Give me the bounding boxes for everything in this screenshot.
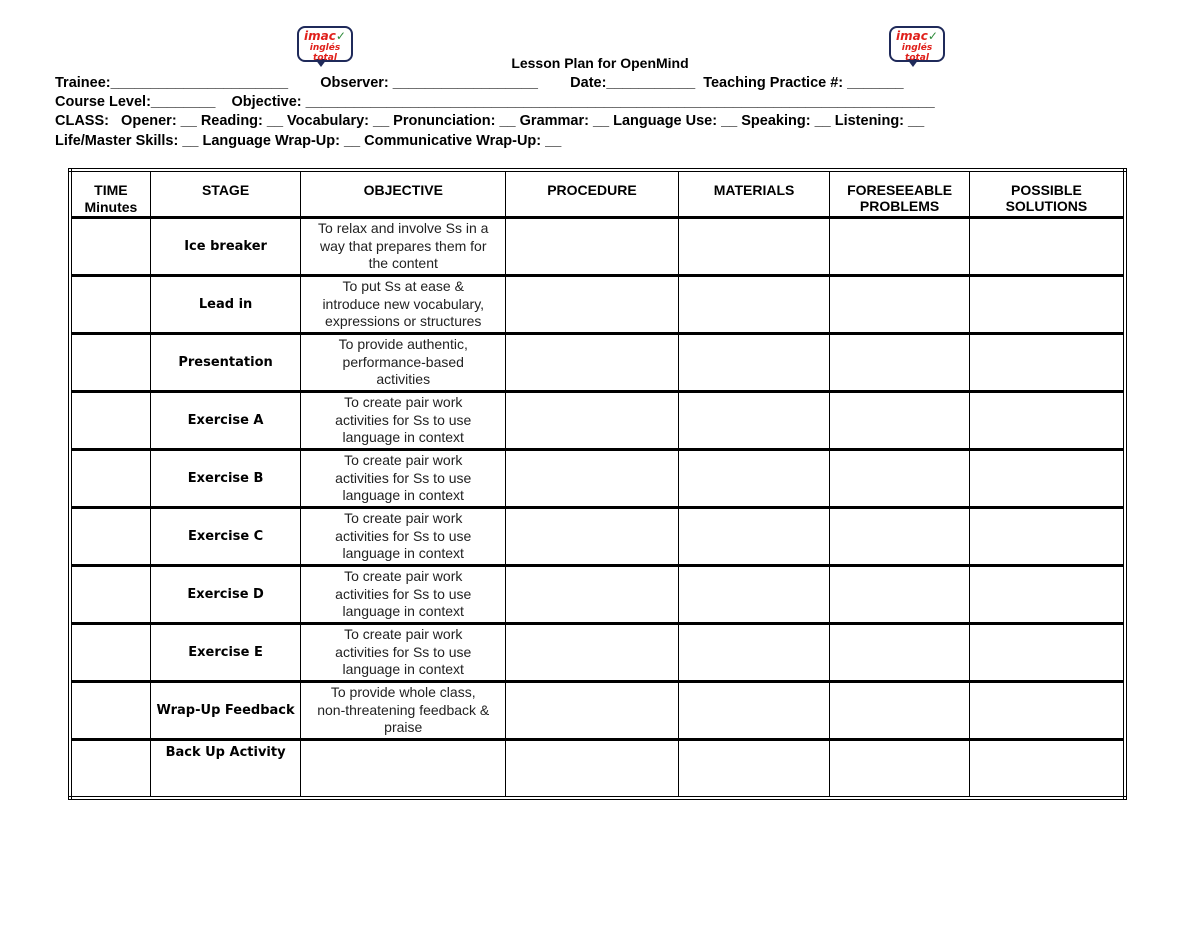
objective-line: To provide whole class, [330,684,476,701]
solutions-cell[interactable] [969,392,1125,450]
objective-line: To create pair work [344,452,463,469]
problems-cell[interactable] [830,740,970,798]
stage-cell[interactable]: Exercise B [150,450,301,508]
table-row [70,508,1125,566]
imac-logo-right: imac✓ inglés total [889,26,949,68]
stage-cell[interactable]: Wrap-Up Feedback [150,682,301,740]
column-header: OBJECTIVE [301,170,506,218]
solutions-cell[interactable] [969,334,1125,392]
solutions-cell[interactable] [969,624,1125,682]
problems-cell[interactable] [830,682,970,740]
objective-line: praise [384,719,423,736]
objective-cell[interactable] [301,276,506,334]
stage-cell[interactable]: Presentation [150,334,301,392]
objective-line: activities for Ss to use [335,585,472,602]
objective-line: To create pair work [344,568,463,585]
solutions-cell[interactable] [969,508,1125,566]
objective-line: activities for Ss to use [335,643,472,660]
column-header: STAGE [150,170,301,218]
solutions-cell[interactable] [969,218,1125,276]
table-row [70,450,1125,508]
solutions-cell[interactable] [969,450,1125,508]
objective-line: language in context [342,661,464,678]
stage-cell[interactable]: Ice breaker [150,218,301,276]
header-line-trainee[interactable]: Trainee:______________________ Observer: __________________ Date:___________ Teaching Practice #: _______ [55,75,904,91]
solutions-cell[interactable] [969,740,1125,798]
objective-cell[interactable] [301,508,506,566]
stage-cell[interactable]: Lead in [150,276,301,334]
table-row [70,218,1125,276]
problems-cell[interactable] [830,450,970,508]
time-cell[interactable] [70,566,150,624]
materials-cell[interactable] [678,218,830,276]
solutions-cell[interactable] [969,276,1125,334]
procedure-cell[interactable] [506,276,679,334]
stage-cell[interactable]: Exercise C [150,508,301,566]
objective-cell[interactable] [301,392,506,450]
problems-cell[interactable] [830,334,970,392]
time-cell[interactable] [70,392,150,450]
table-row [70,682,1125,740]
procedure-cell[interactable] [506,450,679,508]
objective-line: To create pair work [344,394,463,411]
table-row [70,392,1125,450]
header-line-course[interactable]: Course Level:________ Objective: ______________________________________________________________________________ [55,94,935,110]
time-cell[interactable] [70,450,150,508]
materials-cell[interactable] [678,624,830,682]
objective-line: To relax and involve Ss in a [318,220,489,237]
procedure-cell[interactable] [506,682,679,740]
procedure-cell[interactable] [506,218,679,276]
imac-logo-left: imac✓ inglés total [297,26,357,68]
table-row [70,566,1125,624]
objective-line: To put Ss at ease & [342,278,464,295]
stage-cell[interactable]: Back Up Activity [150,740,301,798]
objective-line: the content [368,255,438,272]
column-header: PROCEDURE [506,170,679,218]
time-cell[interactable] [70,276,150,334]
objective-line: To create pair work [344,626,463,643]
stage-cell[interactable]: Exercise E [150,624,301,682]
table-row [70,740,1125,798]
objective-cell[interactable] [301,740,506,798]
objective-line: To provide authentic, [338,336,468,353]
materials-cell[interactable] [678,566,830,624]
objective-line: language in context [342,545,464,562]
time-cell[interactable] [70,682,150,740]
objective-line: activities for Ss to use [335,469,472,486]
materials-cell[interactable] [678,508,830,566]
column-header: FORESEEABLE PROBLEMS [830,170,970,218]
problems-cell[interactable] [830,392,970,450]
objective-cell[interactable] [301,218,506,276]
objective-line: language in context [342,429,464,446]
column-header: MATERIALS [678,170,830,218]
objective-line: way that prepares them for [319,237,487,254]
objective-line: activities for Ss to use [335,411,472,428]
time-cell[interactable] [70,508,150,566]
objective-cell[interactable] [301,334,506,392]
problems-cell[interactable] [830,566,970,624]
problems-cell[interactable] [830,508,970,566]
objective-line: introduce new vocabulary, [322,295,485,312]
stage-cell[interactable]: Exercise D [150,566,301,624]
procedure-cell[interactable] [506,392,679,450]
page-title: Lesson Plan for OpenMind [511,55,689,71]
objective-cell[interactable] [301,450,506,508]
column-header: TIME Minutes [70,170,150,218]
objective-line: To create pair work [344,510,463,527]
objective-cell[interactable] [301,682,506,740]
objective-line: performance-based [342,353,464,370]
objective-line: activities [376,371,431,388]
objective-line: language in context [342,603,464,620]
problems-cell[interactable] [830,218,970,276]
objective-line: expressions or structures [325,313,482,330]
time-cell[interactable] [70,334,150,392]
table-header-row [70,170,1125,218]
column-header: POSSIBLE SOLUTIONS [969,170,1125,218]
materials-cell[interactable] [678,450,830,508]
objective-line: non-threatening feedback & [317,701,490,718]
header-line-skills[interactable]: Life/Master Skills: __ Language Wrap-Up: __ Communicative Wrap-Up: __ [55,133,562,149]
materials-cell[interactable] [678,682,830,740]
objective-cell[interactable] [301,624,506,682]
procedure-cell[interactable] [506,566,679,624]
problems-cell[interactable] [830,276,970,334]
table-row [70,624,1125,682]
time-cell[interactable] [70,218,150,276]
objective-line: activities for Ss to use [335,527,472,544]
solutions-cell[interactable] [969,566,1125,624]
procedure-cell[interactable] [506,334,679,392]
table-row [70,334,1125,392]
objective-line: language in context [342,487,464,504]
header-line-class[interactable]: CLASS: Opener: __ Reading: __ Vocabulary: __ Pronunciation: __ Grammar: __ Language Use: __ Speaking: __ Listening: __ [55,113,925,129]
materials-cell[interactable] [678,334,830,392]
lesson-plan-table [68,168,1127,800]
materials-cell[interactable] [678,276,830,334]
table-row [70,276,1125,334]
materials-cell[interactable] [678,740,830,798]
materials-cell[interactable] [678,392,830,450]
procedure-cell[interactable] [506,624,679,682]
procedure-cell[interactable] [506,740,679,798]
objective-cell[interactable] [301,566,506,624]
solutions-cell[interactable] [969,682,1125,740]
time-cell[interactable] [70,740,150,798]
stage-cell[interactable]: Exercise A [150,392,301,450]
problems-cell[interactable] [830,624,970,682]
procedure-cell[interactable] [506,508,679,566]
time-cell[interactable] [70,624,150,682]
